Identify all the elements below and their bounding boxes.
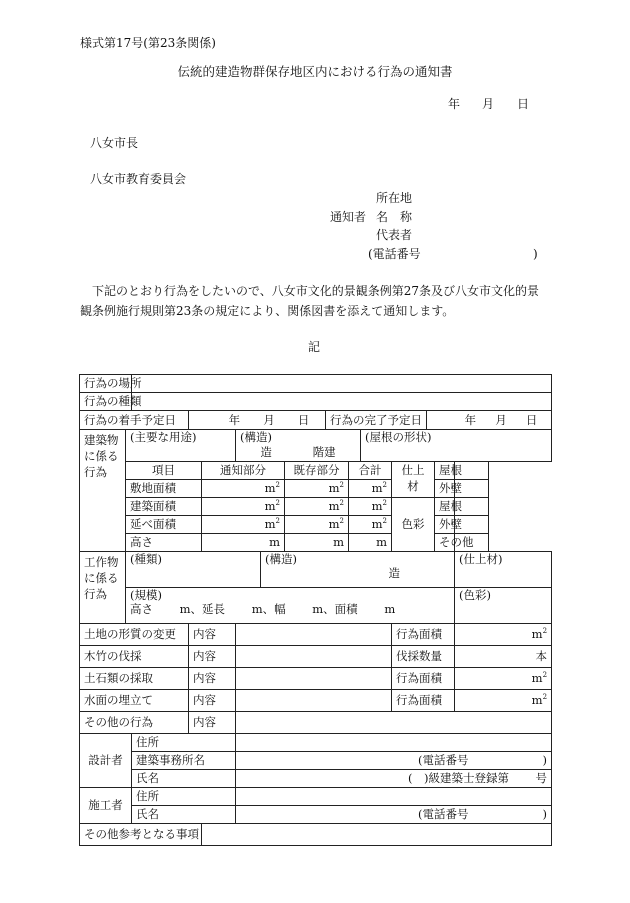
act-soil-measure-label: 行為面積 bbox=[396, 671, 442, 686]
row-act-soil bbox=[80, 668, 552, 690]
row-site-area bbox=[80, 480, 552, 498]
act-soil-label: 土石類の採取 bbox=[84, 671, 153, 686]
end-day: 日 bbox=[525, 412, 538, 427]
start-date-cell[interactable] bbox=[189, 411, 326, 430]
structure-finish-label: (仕上材) bbox=[459, 552, 503, 566]
act-soil-measure-cell[interactable]: $m^2$ bbox=[455, 668, 552, 690]
act-water-content-label: 内容 bbox=[193, 693, 216, 708]
roof-shape-label: (屋根の形状) bbox=[365, 430, 432, 444]
act-land-content-label: 内容 bbox=[193, 627, 216, 642]
structure-scale-text: 高さ m、延長 m、幅 m、面積 m bbox=[130, 602, 396, 617]
ki-heading: 記 bbox=[308, 340, 321, 354]
builder-phone-close: ) bbox=[542, 807, 548, 822]
designer-phone-close: ) bbox=[542, 753, 548, 768]
site-area-existing-cell[interactable]: $m^2$ bbox=[285, 480, 349, 498]
designer-office-cell[interactable] bbox=[236, 752, 552, 770]
structure-color-label: (色彩) bbox=[459, 588, 491, 602]
designer-label: 設計者 bbox=[88, 753, 123, 768]
act-trees-measure-cell[interactable]: 本 bbox=[455, 646, 552, 668]
act-water-content-cell[interactable] bbox=[236, 690, 392, 712]
start-day: 日 bbox=[297, 412, 310, 427]
row-building-header bbox=[80, 430, 552, 462]
act-land-measure-label: 行為面積 bbox=[396, 627, 442, 642]
date-year-label: 年 bbox=[448, 97, 461, 111]
height-label: 高さ bbox=[130, 535, 153, 550]
color-other-label: その他 bbox=[439, 535, 474, 550]
row-structure-scale bbox=[80, 588, 552, 624]
other-matters-cell[interactable] bbox=[202, 824, 552, 846]
notifier-name-label: 名 称 bbox=[376, 210, 413, 224]
row-act-land bbox=[80, 624, 552, 646]
col-existing: 既存部分 bbox=[293, 463, 340, 478]
site-area-label: 敷地面積 bbox=[130, 481, 176, 496]
builder-phone-label: (電話番号 bbox=[418, 807, 469, 822]
place-value-cell[interactable] bbox=[132, 375, 552, 393]
building-area-label: 建築面積 bbox=[130, 499, 176, 514]
end-date-label: 行為の完了予定日 bbox=[330, 412, 422, 427]
building-section-label: 建築物に係る行為 bbox=[84, 433, 119, 479]
row-builder-address bbox=[80, 788, 552, 806]
kind-label: 行為の種類 bbox=[84, 394, 142, 409]
row-designer-office bbox=[80, 752, 552, 770]
act-trees-content-label: 内容 bbox=[193, 649, 216, 664]
act-trees-label: 木竹の伐採 bbox=[84, 649, 142, 664]
start-date-label: 行為の着手予定日 bbox=[84, 412, 176, 427]
end-year: 年 bbox=[464, 412, 477, 427]
act-land-label: 土地の形質の変更 bbox=[84, 627, 176, 642]
row-height bbox=[80, 534, 552, 552]
structure-zou-label: 造 bbox=[388, 566, 400, 581]
color-wall-label: 外壁 bbox=[439, 517, 462, 532]
act-water-label: 水面の埋立て bbox=[84, 693, 153, 708]
height-notify-cell[interactable]: m bbox=[202, 534, 285, 552]
designer-office-label: 建築事務所名 bbox=[136, 753, 205, 768]
notifier-label: 通知者 bbox=[330, 210, 367, 224]
col-notify: 通知部分 bbox=[220, 463, 266, 478]
end-month: 月 bbox=[495, 412, 507, 427]
designer-license-end: 号 bbox=[535, 771, 548, 786]
document-title: 伝統的建造物群保存地区内における行為の通知書 bbox=[177, 64, 453, 79]
designer-address-cell[interactable] bbox=[236, 734, 552, 752]
color-roof-label: 屋根 bbox=[439, 499, 462, 514]
date-day-label: 日 bbox=[517, 97, 530, 111]
builder-name-cell[interactable] bbox=[236, 806, 552, 824]
structure-build-cell[interactable] bbox=[261, 552, 455, 588]
row-floor-area bbox=[80, 516, 552, 534]
date-month-label: 月 bbox=[482, 97, 495, 111]
start-month: 月 bbox=[263, 412, 275, 427]
structure-color-cell[interactable] bbox=[455, 588, 552, 624]
floor-area-label: 延べ面積 bbox=[130, 517, 176, 532]
structure-type-cell[interactable] bbox=[126, 552, 261, 588]
act-other-label: その他の行為 bbox=[84, 715, 153, 730]
notifier-phone-close: ) bbox=[533, 247, 538, 261]
floor-area-notify-cell[interactable]: $m^2$ bbox=[202, 516, 285, 534]
row-building-area bbox=[80, 498, 552, 516]
structure-build-label: (構造) bbox=[265, 552, 297, 566]
site-area-notify-cell[interactable]: $m^2$ bbox=[202, 480, 285, 498]
building-roof-shape-cell[interactable] bbox=[361, 430, 552, 462]
act-other-content-cell[interactable] bbox=[236, 712, 552, 734]
building-structure-cell[interactable] bbox=[236, 430, 361, 462]
builder-address-cell[interactable] bbox=[236, 788, 552, 806]
row-act-trees bbox=[80, 646, 552, 668]
other-matters-label: その他参考となる事項 bbox=[84, 827, 199, 842]
row-place bbox=[80, 375, 552, 393]
row-kind bbox=[80, 393, 552, 411]
act-trees-measure-label: 伐採数量 bbox=[396, 649, 442, 664]
act-soil-content-label: 内容 bbox=[193, 671, 216, 686]
act-water-measure-label: 行為面積 bbox=[396, 693, 442, 708]
act-land-content-cell[interactable] bbox=[236, 624, 392, 646]
row-act-water bbox=[80, 690, 552, 712]
designer-name-cell[interactable] bbox=[236, 770, 552, 788]
notifier-representative-label: 代表者 bbox=[376, 228, 413, 242]
building-use-cell[interactable] bbox=[126, 430, 236, 462]
row-building-columns bbox=[80, 462, 552, 480]
building-structure-label: (構造) bbox=[240, 430, 272, 444]
row-act-other bbox=[80, 712, 552, 734]
addressee-mayor: 八女市長 bbox=[90, 136, 139, 150]
building-area-total-cell[interactable]: $m^2$ bbox=[349, 498, 392, 516]
row-other-matters bbox=[80, 824, 552, 846]
builder-address-label: 住所 bbox=[136, 789, 159, 804]
building-area-existing-cell[interactable]: $m^2$ bbox=[285, 498, 349, 516]
notification-form-table bbox=[79, 374, 552, 846]
form-number: 様式第17号(第23条関係) bbox=[80, 36, 216, 50]
building-use-label: (主要な用途) bbox=[130, 430, 197, 444]
col-total: 合計 bbox=[358, 463, 382, 478]
structure-scale-label: (規模) bbox=[130, 588, 162, 602]
designer-name-label: 氏名 bbox=[136, 771, 159, 786]
start-year: 年 bbox=[228, 412, 241, 427]
row-designer-address bbox=[80, 734, 552, 752]
act-soil-content-cell[interactable] bbox=[236, 668, 392, 690]
designer-license-label: )級建築士登録第 bbox=[424, 771, 509, 786]
builder-name-label: 氏名 bbox=[136, 807, 159, 822]
place-label: 行為の場所 bbox=[84, 376, 142, 391]
finish-roof-label: 屋根 bbox=[439, 463, 462, 478]
kind-value-cell[interactable] bbox=[132, 393, 552, 411]
row-builder-name bbox=[80, 806, 552, 824]
finish-wall-label: 外壁 bbox=[439, 481, 462, 496]
act-water-measure-cell[interactable]: $m^2$ bbox=[455, 690, 552, 712]
act-land-measure-cell[interactable]: $m^2$ bbox=[455, 624, 552, 646]
height-existing-cell[interactable]: m bbox=[285, 534, 349, 552]
building-area-notify-cell[interactable]: $m^2$ bbox=[202, 498, 285, 516]
body-paragraph: 下記のとおり行為をしたいので、八女市文化的景観条例第27条及び八女市文化的景観条例施行規則第23条の規定により、関係図書を添えて通知します。 bbox=[80, 284, 540, 318]
row-dates bbox=[80, 411, 552, 430]
addressee-education-board: 八女市教育委員会 bbox=[90, 172, 187, 186]
structure-section-label: 工作物に係る行為 bbox=[84, 555, 119, 601]
building-zou-label: 造 bbox=[260, 445, 272, 460]
act-trees-content-cell[interactable] bbox=[236, 646, 392, 668]
builder-label: 施工者 bbox=[88, 798, 123, 813]
structure-scale-cell[interactable] bbox=[126, 588, 455, 624]
notifier-phone-label: (電話番号 bbox=[368, 247, 421, 261]
end-date-cell[interactable] bbox=[427, 411, 552, 430]
building-kaidate-label: 階建 bbox=[312, 445, 336, 460]
color-label: 色彩 bbox=[401, 517, 425, 532]
act-other-content-label: 内容 bbox=[193, 715, 216, 730]
row-designer-name bbox=[80, 770, 552, 788]
height-total-cell[interactable]: m bbox=[349, 534, 392, 552]
designer-license-open: ( bbox=[408, 771, 413, 786]
designer-phone-label: (電話番号 bbox=[418, 753, 469, 768]
structure-finish-cell[interactable] bbox=[455, 552, 552, 588]
finish-label: 仕上材 bbox=[401, 463, 425, 493]
floor-area-total-cell[interactable]: $m^2$ bbox=[349, 516, 392, 534]
col-item: 項目 bbox=[152, 463, 175, 478]
floor-area-existing-cell[interactable]: $m^2$ bbox=[285, 516, 349, 534]
notifier-address-label: 所在地 bbox=[376, 191, 413, 205]
site-area-total-cell[interactable]: $m^2$ bbox=[349, 480, 392, 498]
designer-address-label: 住所 bbox=[136, 735, 159, 750]
row-structure-type bbox=[80, 552, 552, 588]
structure-type-label: (種類) bbox=[130, 552, 162, 566]
